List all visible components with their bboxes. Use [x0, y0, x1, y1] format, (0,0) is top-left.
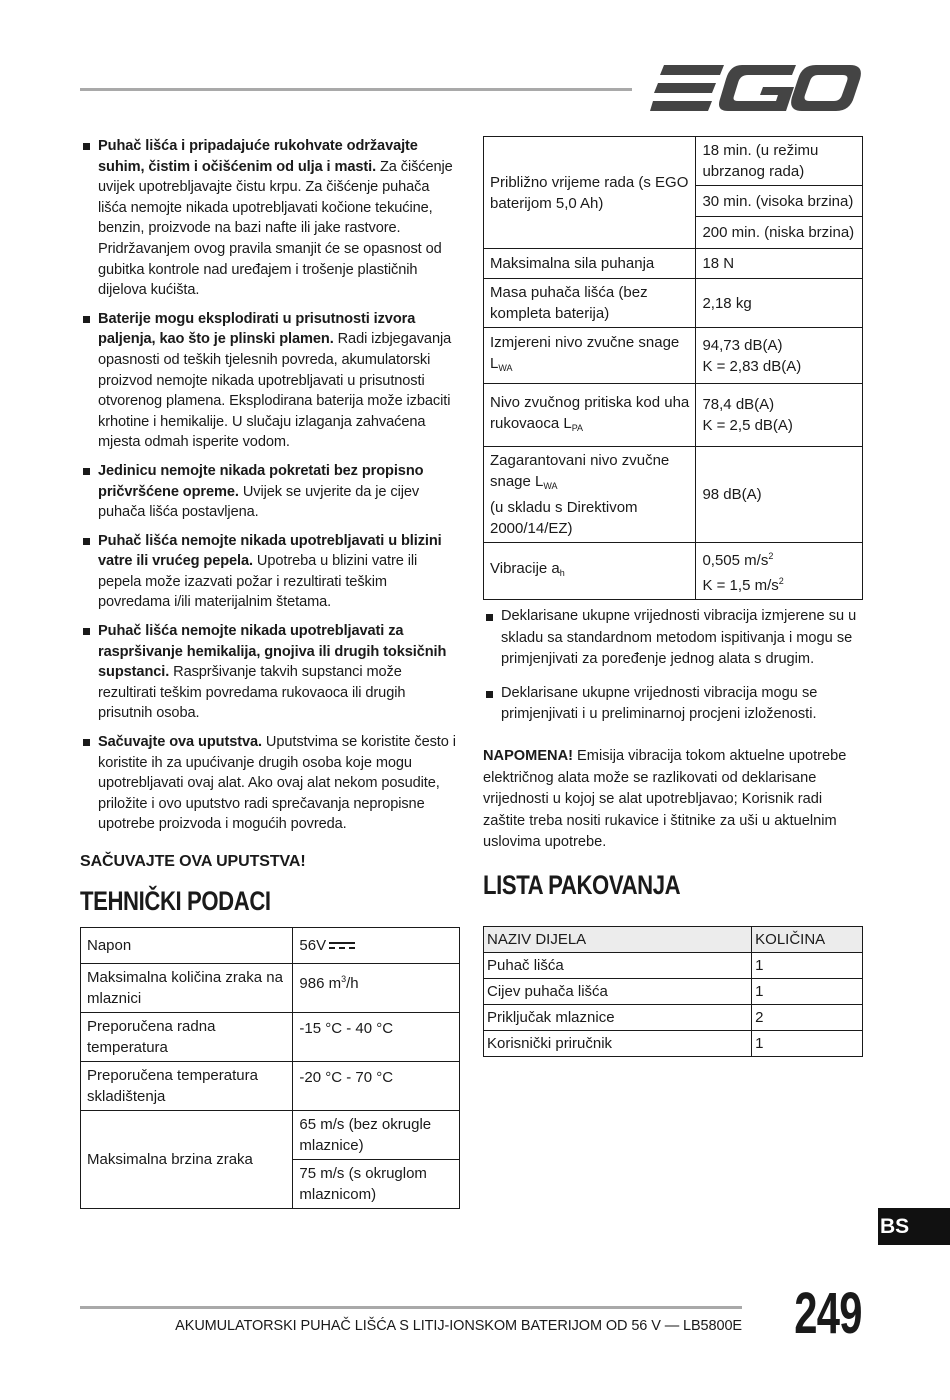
table-cell-label: Maksimalna količina zraka na mlaznici [81, 964, 293, 1013]
language-tab: BS [878, 1208, 950, 1245]
table-cell-label: Približno vrijeme rada (s EGO baterijom 5,0 Ah) [484, 137, 696, 249]
lpa-label: Nivo zvučnog pritiska kod uha rukovaoca L [490, 393, 690, 432]
table-cell-value: 65 m/s (bez okrugle mlaznice) [293, 1111, 460, 1160]
note-paragraph [483, 746, 865, 854]
safety-bullet-heading: Puhač lišća nemojte nikada upotrebljavati za raspršivanje hemikalija, gnojiva ili drugih toksičnih supstanci. [98, 623, 447, 681]
safety-bullet [80, 136, 460, 301]
table-row [81, 1013, 460, 1062]
page-number: 249 [794, 1281, 862, 1346]
table-cell-label: Masa puhača lišća (bez kompleta baterija) [484, 279, 696, 328]
part-qty: 2 [752, 1005, 863, 1031]
table-cell-label: Preporučena temperatura skladištenja [81, 1062, 293, 1111]
table-cell-label [484, 384, 696, 447]
safety-bullet [80, 309, 460, 453]
safety-bullet-text: Za čišćenje uvijek upotrebljavajte čistu krpu. Za čišćenje puhača lišća nemojte nikada upotrebljavati kočione tekućine, benzin, proizvode na bazi nafte ili jake rastvore. Pridržavanjem ovog pravila smanjit će se opasnost od gubitka kontrole nad uređajem i trošenje plastičnih dijelova kućišta. [98, 158, 453, 299]
lpa-k: K = 2,5 dB(A) [702, 417, 793, 434]
table-cell-value: 30 min. (visoka brzina) [696, 186, 863, 217]
table-row [484, 447, 863, 543]
table-row [484, 543, 863, 600]
dc-symbol-icon [329, 941, 355, 951]
part-name: Korisnički priručnik [484, 1031, 752, 1057]
note-text: Emisija vibracija tokom aktuelne upotrebe električnog alata može se razlikovati od deklarisane vrijednosti u kojoj se alat upotrebljavao; Korisnik radi zaštite treba nositi rukavice i štitnike za uši u aktuelnim uslovima upotrebe. [483, 748, 847, 850]
column-header-qty: KOLIČINA [752, 927, 863, 953]
footer-title: AKUMULATORSKI PUHAČ LIŠĆA S LITIJ-IONSKOM BATERIJOM OD 56 V — LB5800E [175, 1318, 742, 1334]
part-qty: 1 [752, 1031, 863, 1057]
table-row [81, 1111, 460, 1160]
safety-bullet-text: Uvijek se uvjerite da je cijev puhača lišća postavljena. [98, 483, 420, 521]
air-value-sup: 3 [341, 974, 347, 984]
part-qty: 1 [752, 953, 863, 979]
vib-k: K = 1,5 m/s [702, 577, 779, 594]
table-cell-value: -15 °C - 40 °C [293, 1013, 460, 1062]
footer-rule [80, 1306, 742, 1309]
table-cell-value [696, 328, 863, 384]
table-cell-value [696, 543, 863, 600]
lpa-sub: PA [571, 422, 584, 433]
note-label: NAPOMENA! [483, 748, 573, 764]
header-rule [80, 88, 632, 91]
list-item: Deklarisane ukupne vrijednosti vibracija mogu se primjenjivati i u preliminarnoj procjeni izloženosti. [483, 683, 865, 726]
ego-logo [650, 63, 862, 113]
vib-label: Vibracije a [490, 560, 560, 577]
safety-bullet-heading: Sačuvajte ova uputstva. [98, 734, 262, 751]
table-cell-label [484, 328, 696, 384]
safety-bullet-text: Upotreba u blizini vatre ili pepela može izazvati požar i rezultirati teškim povredama i/ili materijalnim štetama. [98, 553, 418, 611]
part-name: Puhač lišća [484, 953, 752, 979]
vibration-notes [483, 606, 865, 726]
glwa-directive: (u skladu s Direktivom 2000/14/EZ) [490, 499, 638, 537]
safety-bullet [80, 732, 460, 835]
safety-bullet-list [80, 136, 460, 843]
table-row [484, 328, 863, 384]
table-cell-value: 98 dB(A) [696, 447, 863, 543]
safety-bullet [80, 531, 460, 613]
safety-bullet-heading: Baterije mogu eksplodirati u prisutnosti izvora paljenja, kao što je plinski plamen. [98, 310, 416, 348]
table-row [484, 384, 863, 447]
table-row [484, 249, 863, 279]
table-header-row [484, 927, 863, 953]
table-row [484, 953, 863, 979]
table-cell-label [484, 543, 696, 600]
lwa-sub: WA [498, 363, 513, 373]
packing-list-heading: LISTA PAKOVANJA [483, 870, 681, 900]
vib-k-sup: 2 [778, 576, 784, 586]
tech-data-table [80, 927, 460, 1209]
table-row [484, 137, 863, 186]
safety-bullet-heading: Puhač lišća i pripadajuće rukohvate održavajte suhim, čistim i očišćenim od ulja i masti. [98, 138, 418, 175]
column-header-part: NAZIV DIJELA [484, 927, 752, 953]
table-cell-value: 18 N [696, 249, 863, 279]
table-cell-value [293, 964, 460, 1013]
safety-bullet-text: Raspršivanje takvih supstanci može rezultirati teškim povredama rukovaoca ili drugih prisutnih osoba. [98, 664, 406, 722]
spec-table [483, 136, 863, 600]
part-qty: 1 [752, 979, 863, 1005]
table-cell-label: Maksimalna brzina zraka [81, 1111, 293, 1209]
safety-bullet-heading: Puhač lišća nemojte nikada upotrebljavati u blizini vatre ili vrućeg pepela. [98, 532, 442, 570]
vib-sub: h [559, 568, 565, 578]
table-cell-label: Napon [81, 928, 293, 964]
air-value: 986 m [299, 975, 342, 992]
lwa-k: K = 2,83 dB(A) [702, 357, 802, 375]
table-cell-value: -20 °C - 70 °C [293, 1062, 460, 1111]
safety-bullet-text: Radi izbjegavanja opasnosti od teških tjelesnih povreda, akumulatorski proizvod nemojte nikada upotrebljavati u prisutnosti otvorenog plamena. Eksplodirana baterija može izbaciti krhotine i hemikalije. U slučaju izlaganja zahvaćena mjesta odmah isperite vodom. [98, 331, 452, 451]
vib-value: 0,505 m/s [702, 552, 769, 569]
safety-bullet-heading: Jedinicu nemojte nikada pokretati bez propisno pričvršćene opreme. [98, 462, 424, 500]
table-row [484, 1031, 863, 1057]
table-cell-label [484, 447, 696, 543]
safety-bullet [80, 461, 460, 523]
packing-table [483, 926, 863, 1057]
list-item: Deklarisane ukupne vrijednosti vibracija izmjerene su u skladu sa standardnom metodom ispitivanja i mogu se primjenjivati za poređenje jednog alata s drugim. [483, 606, 865, 671]
table-cell-value: 200 min. (niska brzina) [696, 217, 863, 249]
table-cell-label: Preporučena radna temperatura [81, 1013, 293, 1062]
table-cell-value: 2,18 kg [696, 279, 863, 328]
table-row [484, 979, 863, 1005]
part-name: Priključak mlaznice [484, 1005, 752, 1031]
lpa-value: 78,4 dB(A) [702, 396, 775, 413]
table-cell-value: 75 m/s (s okruglom mlaznicom) [293, 1160, 460, 1209]
part-name: Cijev puhača lišća [484, 979, 752, 1005]
air-value-unit: /h [346, 975, 359, 992]
table-row [484, 279, 863, 328]
table-row [484, 1005, 863, 1031]
tech-data-heading: TEHNIČKI PODACI [80, 886, 271, 916]
table-cell-value [293, 928, 460, 964]
save-instructions: SAČUVAJTE OVA UPUTSTVA! [80, 853, 306, 870]
safety-bullet [80, 621, 460, 724]
table-row [81, 964, 460, 1013]
glwa-label: Zagarantovani nivo zvučne snage L [490, 452, 670, 490]
voltage-value: 56V [299, 937, 327, 954]
vib-sup: 2 [768, 551, 774, 561]
table-cell-value: 18 min. (u režimu ubrzanog rada) [696, 137, 863, 186]
table-row [81, 1062, 460, 1111]
table-cell-value [696, 384, 863, 447]
lwa-label: Izmjereni nivo zvučne snage L [490, 334, 680, 372]
lwa-value: 94,73 dB(A) [702, 336, 783, 354]
table-cell-label: Maksimalna sila puhanja [484, 249, 696, 279]
glwa-sub: WA [543, 481, 558, 491]
safety-bullet-text: Uputstvima se koristite često i koristite ih za upućivanje drugih osoba koje mogu upotrebljavati ovaj alat. Ako ovaj alat nekom posudite, priložite i ovo uputstvo radi sprečavanja nepropisne upotrebe proizvoda i mogućih povreda. [98, 734, 456, 833]
table-row [81, 928, 460, 964]
